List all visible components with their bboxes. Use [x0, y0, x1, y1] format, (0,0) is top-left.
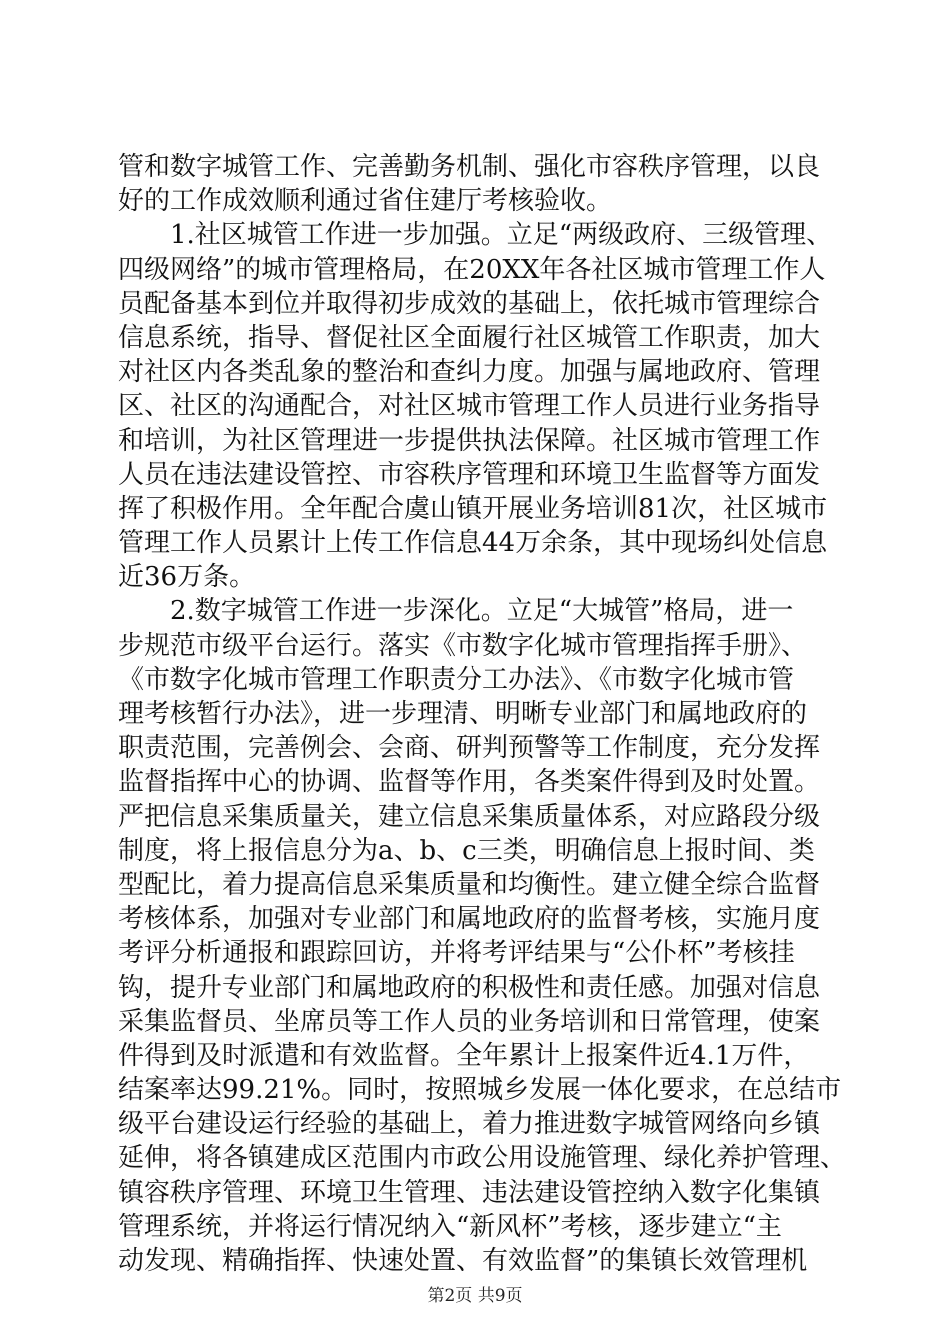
text-line: 理考核暂行办法》，进一步理清、明晰专业部门和属地政府的: [118, 699, 808, 729]
text-line: 管理工作人员累计上传工作信息44万余条，其中现场纠处信息: [118, 528, 828, 559]
text-line: 监督指挥中心的协调、监督等作用，各类案件得到及时处置。: [118, 767, 821, 798]
text-line: 镇容秩序管理、环境卫生管理、违法建设管控纳入数字化集镇: [118, 1177, 821, 1208]
text-line: 管理系统，并将运行情况纳入“新风杯”考核，逐步建立“主: [118, 1211, 782, 1242]
text-line: 《市数字化城市管理工作职责分工办法》、《市数字化城市管: [118, 664, 795, 695]
text-line: 近36万条。: [118, 562, 256, 593]
text-line: 人员在违法建设管控、市容秩序管理和环境卫生监督等方面发: [118, 459, 821, 490]
text-line: 挥了积极作用。全年配合虞山镇开展业务培训81次，社区城市: [118, 493, 828, 524]
text-line: 2.数字城管工作进一步深化。立足“大城管”格局，进一: [118, 596, 794, 627]
text-line: 职责范围，完善例会、会商、研判预警等工作制度，充分发挥: [118, 733, 821, 764]
text-line: 好的工作成效顺利通过省住建厅考核验收。: [118, 186, 613, 217]
text-line: 件得到及时派遣和有效监督。全年累计上报案件近4.1万件，: [118, 1040, 810, 1071]
text-line: 延伸，将各镇建成区范围内市政公用设施管理、绿化养护管理、: [118, 1143, 847, 1174]
page-number: 第2页 共9页: [427, 1286, 523, 1306]
text-line: 钩，提升专业部门和属地政府的积极性和责任感。加强对信息: [118, 972, 821, 1003]
text-line: 管和数字城管工作、完善勤务机制、强化市容秩序管理，以良: [118, 152, 821, 182]
text-line: 1.社区城管工作进一步加强。立足“两级政府、三级管理、: [118, 220, 833, 251]
text-line: 信息系统，指导、督促社区全面履行社区城管工作职责，加大: [118, 322, 821, 353]
document-body: [118, 150, 847, 1278]
text-line: 严把信息采集质量关，建立信息采集质量体系，对应路段分级: [118, 801, 821, 832]
text-line: 和培训，为社区管理进一步提供执法保障。社区城市管理工作: [118, 425, 821, 456]
text-line: 考评分析通报和跟踪回访，并将考评结果与“公仆杯”考核挂: [118, 938, 795, 969]
text-line: 制度，将上报信息分为a、b、c三类，明确信息上报时间、类: [118, 835, 815, 866]
text-line: 采集监督员、坐席员等工作人员的业务培训和日常管理，使案: [118, 1006, 821, 1037]
text-line: 四级网络”的城市管理格局，在20XX年各社区城市管理工作人: [118, 254, 826, 285]
text-line: 型配比，着力提高信息采集质量和均衡性。建立健全综合监督: [118, 869, 821, 900]
text-line: 动发现、精确指挥、快速处置、有效监督”的集镇长效管理机: [118, 1246, 808, 1276]
text-line: 对社区内各类乱象的整治和查纠力度。加强与属地政府、管理: [118, 357, 821, 388]
text-line: 员配备基本到位并取得初步成效的基础上，依托城市管理综合: [118, 288, 821, 319]
text-line: 考核体系，加强对专业部门和属地政府的监督考核，实施月度: [118, 904, 821, 935]
text-line: 结案率达99.21%。同时，按照城乡发展一体化要求，在总结市: [118, 1075, 842, 1106]
text-line: 区、社区的沟通配合，对社区城市管理工作人员进行业务指导: [118, 391, 821, 422]
text-line: 级平台建设运行经验的基础上，着力推进数字城管网络向乡镇: [118, 1109, 821, 1140]
text-line: 步规范市级平台运行。落实《市数字化城市管理指挥手册》、: [118, 630, 808, 661]
